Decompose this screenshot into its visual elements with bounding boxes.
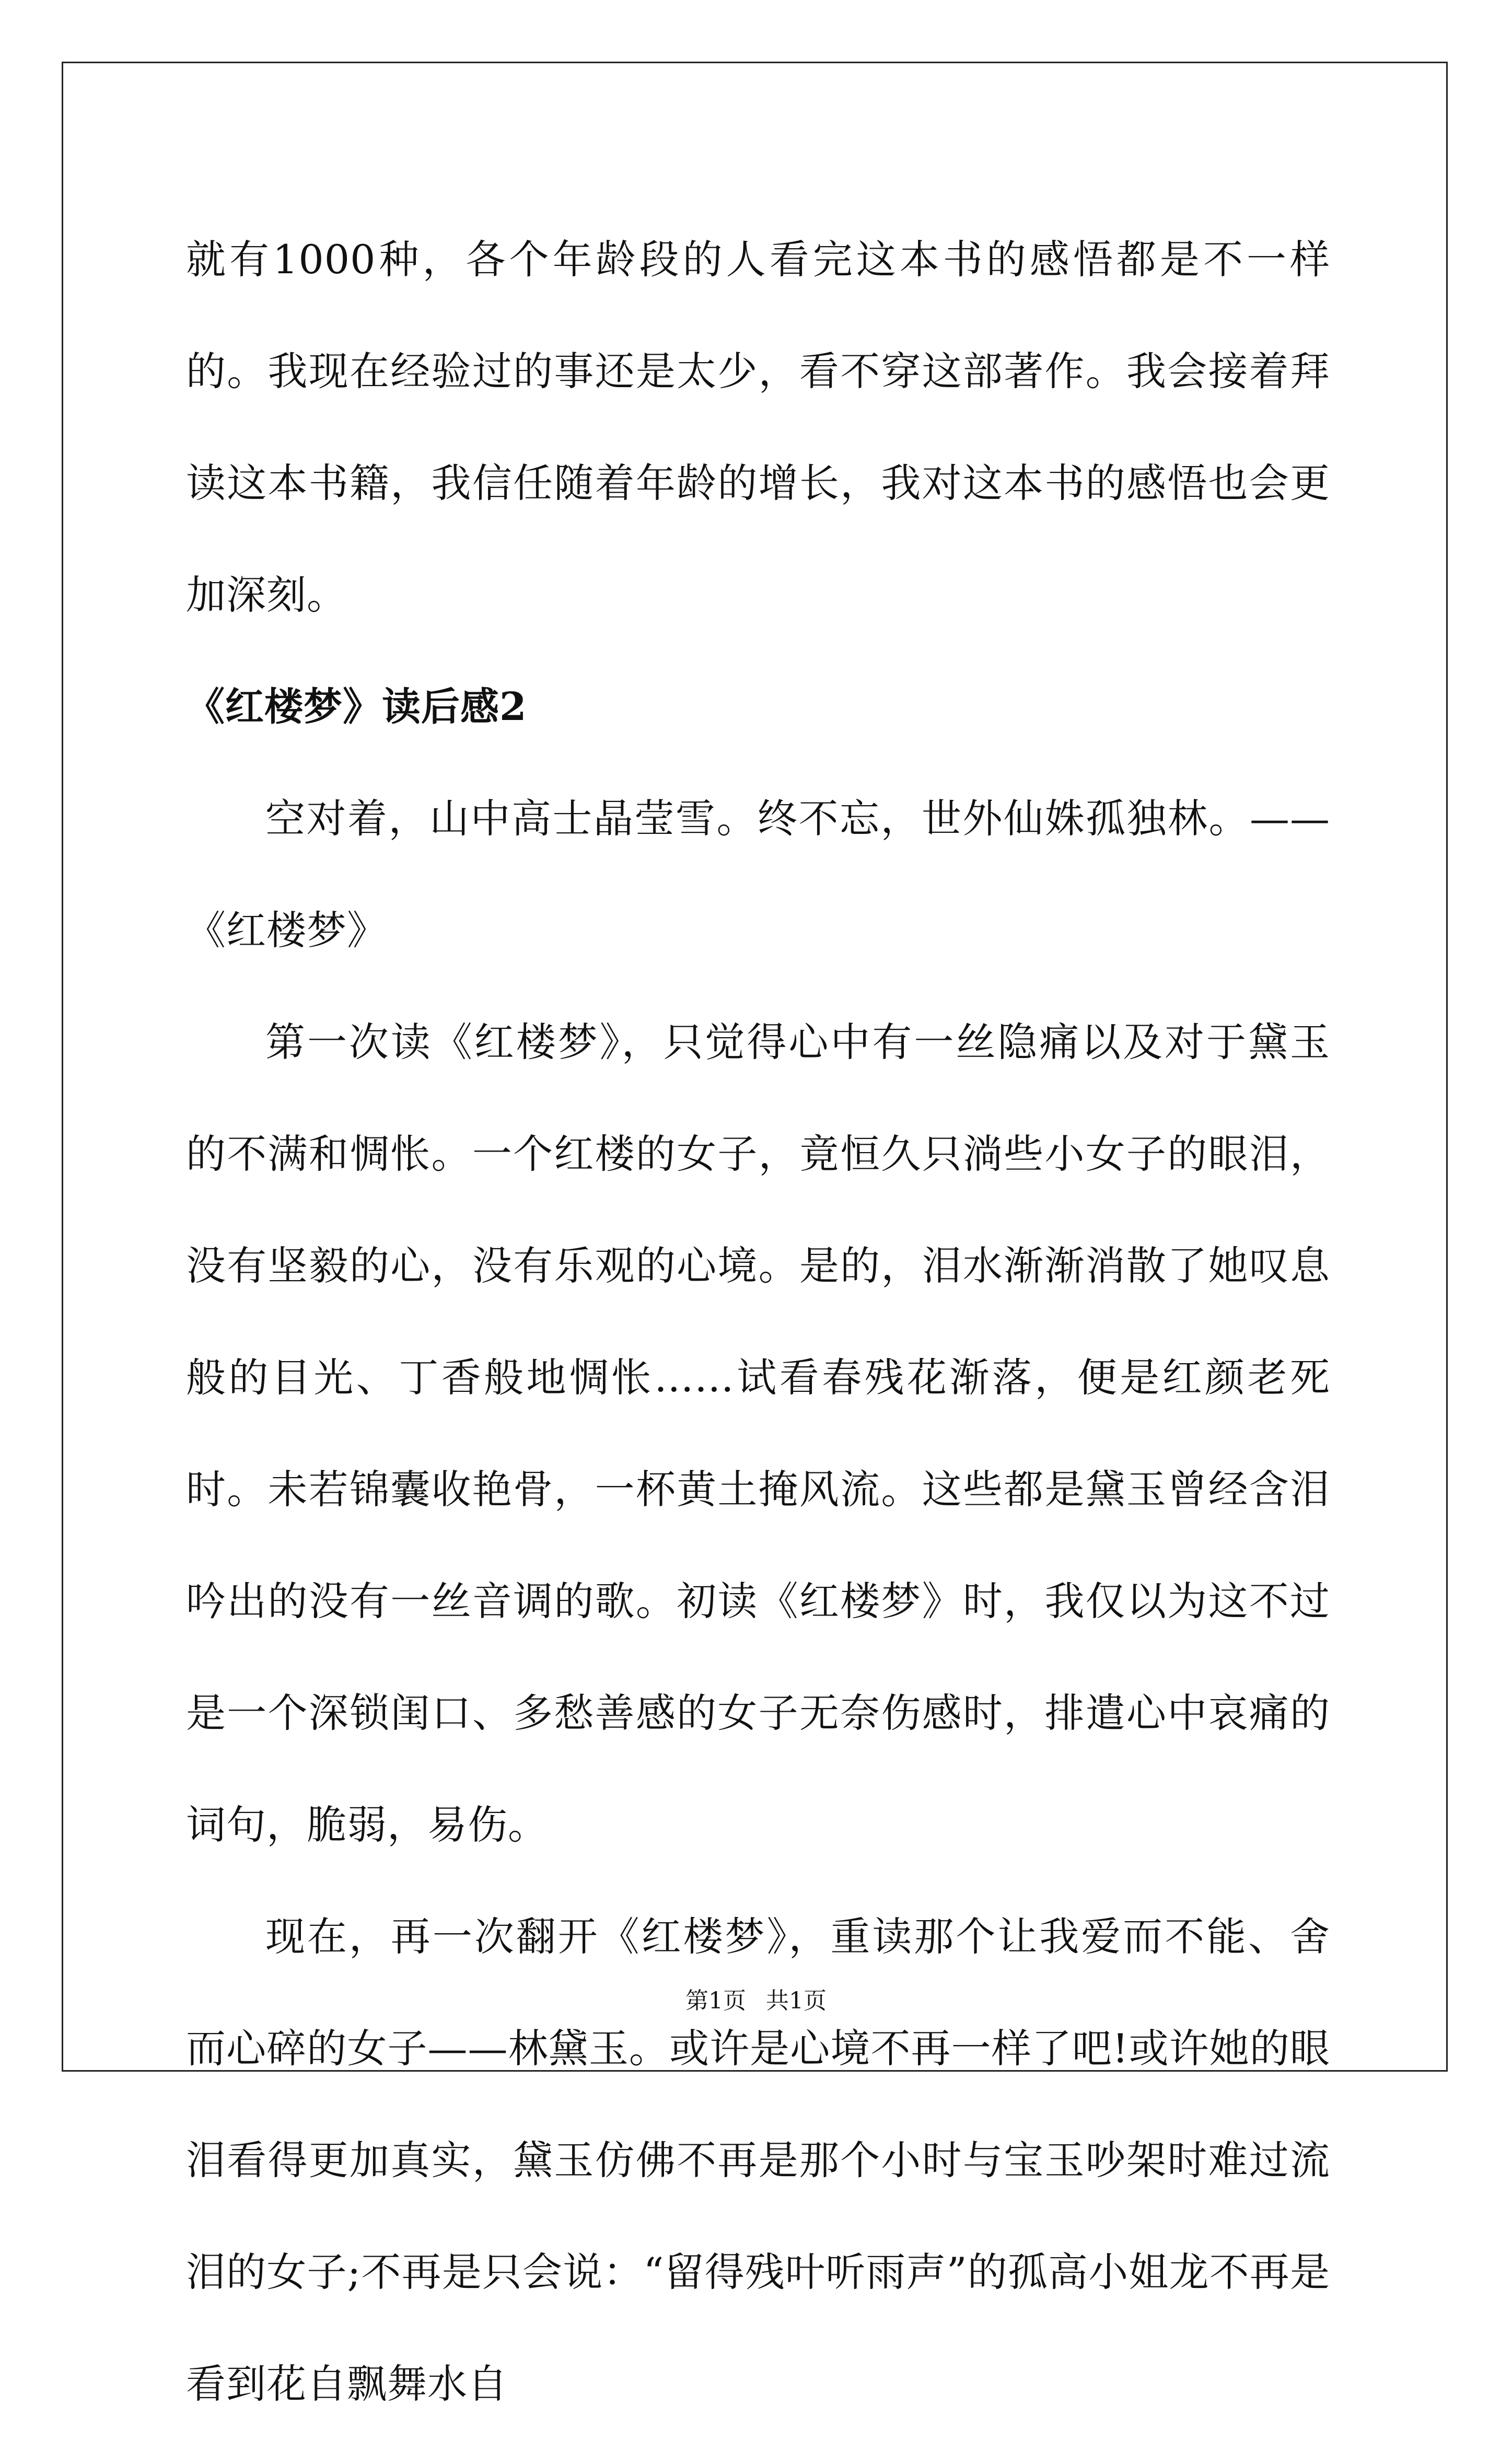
section-heading: 《红楼梦》读后感2: [186, 684, 527, 729]
page-number: 第1页: [685, 1988, 746, 2014]
paragraph-first-reading: 第一次读《红楼梦》，只觉得心中有一丝隐痛以及对于黛玉的不满和惆怅。一个红楼的女子，竟恒久只淌些小女子的眼泪，没有坚毅的心，没有乐观的心境。是的，泪水渐渐消散了她叹息般的目光、丁香般地惆怅……试看春残花渐落，便是红颜老死时。未若锦囊收艳骨，一杯黄土掩风流。这些都是黛玉曾经含泪吟出的没有一丝音调的歌。初读《红楼梦》时，我仅以为这不过是一个深锁闺口、多愁善感的女子无奈伤感时，排遣心中哀痛的词句，脆弱，易伤。: [186, 1019, 1330, 1848]
page-total: 共1页: [766, 1988, 827, 2014]
paragraph-quote: 空对着，山中高士晶莹雪。终不忘，世外仙姝孤独林。——《红楼梦》: [186, 795, 1330, 954]
paragraph-continued: 就有1000种，各个年龄段的人看完这本书的感悟都是不一样的。我现在经验过的事还是太少，看不穿这部著作。我会接着拜读这本书籍，我信任随着年龄的增长，我对这本书的感悟也会更加深刻。: [186, 236, 1330, 618]
page-footer: [0, 1985, 1512, 2017]
document-body: [186, 204, 1330, 2440]
paragraph-rereading: 现在，再一次翻开《红楼梦》，重读那个让我爱而不能、舍而心碎的女子——林黛玉。或许是心境不再一样了吧!或许她的眼泪看得更加真实，黛玉仿佛不再是那个小时与宝玉吵架时难过流泪的女子;不再是只会说：“留得残叶听雨声”的孤高小姐龙不再是看到花自飘舞水自: [186, 1913, 1330, 2407]
